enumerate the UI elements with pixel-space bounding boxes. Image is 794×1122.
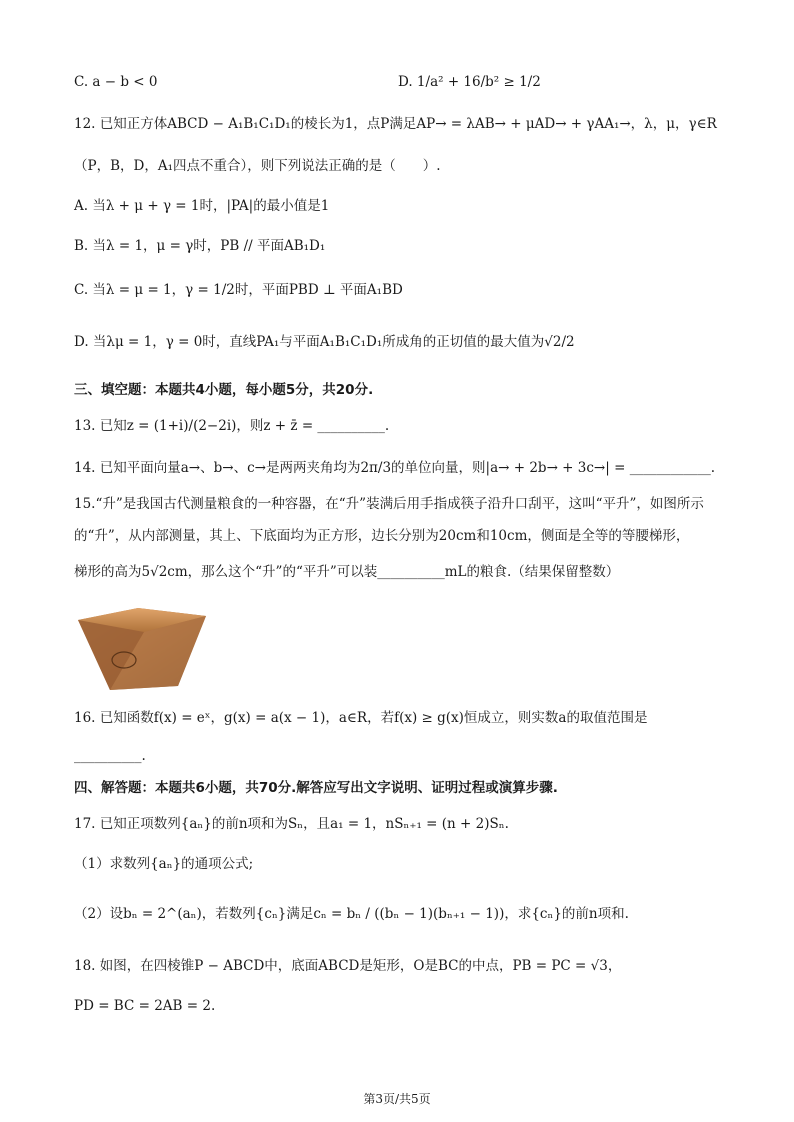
question-12-option-a: A. 当λ + μ + γ = 1时，|PA|的最小值是1 — [74, 198, 330, 214]
option-d-11: D. 1/a² + 16/b² ≥ 1/2 — [398, 74, 541, 90]
question-12-option-c: C. 当λ = μ = 1，γ = 1/2时，平面PBD ⊥ 平面A₁BD — [74, 282, 403, 298]
question-18: 18. 如图，在四棱锥P − ABCD中，底面ABCD是矩形，O是BC的中点，PB = PC = √3， — [74, 958, 622, 974]
question-17-part-2: （2）设bₙ = 2^(aₙ)，若数列{cₙ}满足cₙ = bₙ / ((bₙ − 1)(bₙ₊₁ − 1))，求{cₙ}的前n项和. — [74, 906, 629, 922]
question-12-option-d: D. 当λμ = 1，γ = 0时，直线PA₁与平面A₁B₁C₁D₁所成角的正切值的最大值为√2/2 — [74, 334, 575, 350]
option-c-11: C. a − b < 0 — [74, 74, 158, 90]
page-footer: 第3页/共5页 — [363, 1092, 431, 1106]
question-17-part-1: （1）求数列{aₙ}的通项公式; — [74, 856, 254, 872]
section-4-heading: 四、解答题：本题共6小题，共70分.解答应写出文字说明、证明过程或演算步骤. — [74, 780, 558, 796]
question-12-stem: 12. 已知正方体ABCD − A₁B₁C₁D₁的棱长为1，点P满足AP→ = λAB→ + μAD→ + γAA₁→，λ，μ，γ∈R — [74, 116, 717, 132]
question-12-option-b: B. 当λ = 1，μ = γ时，PB // 平面AB₁D₁ — [74, 238, 326, 254]
question-16-blank: __________. — [74, 748, 146, 764]
question-18-cont: PD = BC = 2AB = 2. — [74, 998, 216, 1014]
question-16: 16. 已知函数f(x) = eˣ，g(x) = a(x − 1)，a∈R，若f(x) ≥ g(x)恒成立，则实数a的取值范围是 — [74, 710, 648, 726]
question-14: 14. 已知平面向量a→、b→、c→是两两夹角均为2π/3的单位向量，则|a→ + 2b→ + 3c→| = ____________. — [74, 460, 715, 476]
question-17: 17. 已知正项数列{aₙ}的前n项和为Sₙ，且a₁ = 1，nSₙ₊₁ = (n + 2)Sₙ. — [74, 816, 509, 832]
question-15-line-2: 的“升”，从内部测量，其上、下底面均为正方形，边长分别为20cm和10cm，侧面是全等的等腰梯形， — [74, 528, 690, 544]
question-15-line-3: 梯形的高为5√2cm，那么这个“升”的“平升”可以装__________mL的粮食.（结果保留整数） — [74, 564, 620, 580]
question-15-line-1: 15.“升”是我国古代测量粮食的一种容器，在“升”装满后用手指成筷子沿升口刮平，这叫“平升”，如图所示 — [74, 496, 704, 512]
question-12-stem-cont: （P，B，D，A₁四点不重合），则下列说法正确的是（ ）. — [74, 158, 441, 174]
question-13: 13. 已知z = (1+i)/(2−2i)，则z + z̄ = __________. — [74, 418, 390, 434]
sheng-container-image — [74, 604, 210, 692]
section-3-heading: 三、填空题：本题共4小题，每小题5分，共20分. — [74, 382, 374, 398]
